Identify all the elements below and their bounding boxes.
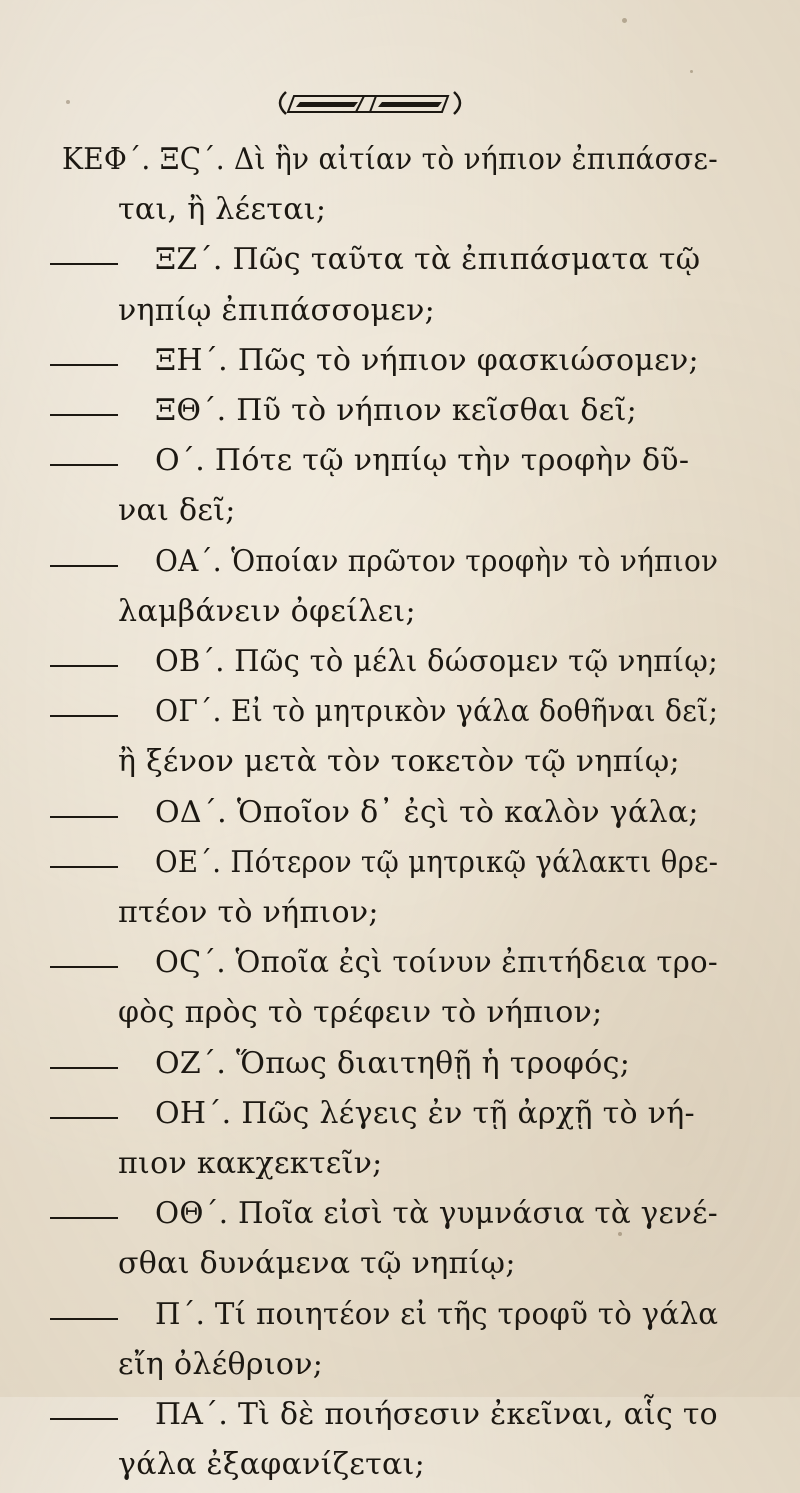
toc-line bbox=[0, 785, 800, 841]
toc-line bbox=[0, 1287, 800, 1343]
toc-line bbox=[0, 433, 800, 489]
toc-line bbox=[0, 283, 800, 339]
toc-entry-text: ΟΒ΄. Πῶς τὸ μέλι δώσομεν τῷ νηπίῳ; bbox=[155, 644, 719, 679]
toc-line bbox=[0, 534, 800, 590]
em-dash-rule bbox=[50, 1117, 118, 1119]
toc-entry-text: ΟϚ΄. Ὁποῖα ἐςὶ τοίνυν ἐπιτήδεια τρο- bbox=[155, 945, 718, 980]
toc-entry-text: σθαι δυνάμενα τῷ νηπίῳ; bbox=[118, 1246, 516, 1281]
toc-entry-text: Ο΄. Πότε τῷ νηπίῳ τὴν τροφὴν δῦ- bbox=[155, 443, 690, 478]
toc-entry-text: ΟΑ΄. Ὁποίαν πρῶτον τροφὴν τὸ νήπιον bbox=[155, 544, 719, 579]
toc-line bbox=[0, 584, 800, 640]
em-dash-rule bbox=[50, 364, 118, 366]
toc-entry-text: ΠΑ΄. Τὶ δὲ ποιήσεσιν ἐκεῖναι, αἷς το bbox=[155, 1397, 718, 1432]
toc-entry-text: ΟΗ΄. Πῶς λέγεις ἐν τῇ ἀρχῇ τὸ νή- bbox=[155, 1096, 695, 1131]
toc-entry-text: ται, ἢ λέεται; bbox=[118, 192, 327, 227]
toc-entry-text: νηπίῳ ἐπιπάσσομεν; bbox=[118, 293, 436, 328]
toc-line bbox=[0, 734, 800, 790]
em-dash-rule bbox=[50, 665, 118, 667]
toc-entry-text: ΞΖ΄. Πῶς ταῦτα τὰ ἐπιπάσματα τῷ bbox=[155, 242, 701, 277]
em-dash-rule bbox=[50, 816, 118, 818]
toc-line bbox=[0, 1136, 800, 1192]
toc-entry-text: ΟΘ΄. Ποῖα εἰσὶ τὰ γυμνάσια τὰ γενέ- bbox=[155, 1196, 718, 1231]
em-dash-rule bbox=[50, 866, 118, 868]
toc-line bbox=[0, 1437, 800, 1493]
toc-line bbox=[0, 132, 800, 188]
toc-line bbox=[0, 1337, 800, 1393]
em-dash-rule bbox=[50, 263, 118, 265]
em-dash-rule bbox=[50, 715, 118, 717]
toc-line bbox=[0, 232, 800, 288]
toc-entry-text: ΚΕΦ΄. ΞϚ΄. Δὶ ἣν αἰτίαν τὸ νήπιον ἐπιπάσσε- bbox=[62, 142, 718, 177]
toc-entry-text: φὸς πρὸς τὸ τρέφειν τὸ νήπιον; bbox=[118, 995, 603, 1030]
toc-entry-text: Π΄. Τί ποιητέον εἰ τῆς τροφῦ τὸ γάλα bbox=[155, 1297, 719, 1332]
em-dash-rule bbox=[50, 1217, 118, 1219]
toc-line bbox=[0, 835, 800, 891]
toc-entry-text: εἴη ὀλέθριον; bbox=[118, 1347, 324, 1382]
toc-line bbox=[0, 333, 800, 389]
paper-speck bbox=[690, 70, 693, 73]
paper-speck bbox=[66, 100, 70, 104]
em-dash-rule bbox=[50, 1067, 118, 1069]
em-dash-rule bbox=[50, 1318, 118, 1320]
em-dash-rule bbox=[50, 966, 118, 968]
toc-line bbox=[0, 1036, 800, 1092]
paper-speck bbox=[622, 18, 627, 23]
toc-line bbox=[0, 383, 800, 439]
toc-entry-text: ναι δεῖ; bbox=[118, 493, 236, 528]
toc-entry-text: ΞΘ΄. Πῦ τὸ νήπιον κεῖσθαι δεῖ; bbox=[155, 393, 638, 428]
toc-entry-text: ΟΕ΄. Πότερον τῷ μητρικῷ γάλακτι θρε- bbox=[155, 845, 719, 880]
toc-line bbox=[0, 634, 800, 690]
toc-entry-text: ἢ ξένον μετὰ τὸν τοκετὸν τῷ νηπίῳ; bbox=[118, 744, 680, 779]
toc-line bbox=[0, 885, 800, 941]
toc-line bbox=[0, 1236, 800, 1292]
toc-line bbox=[0, 1387, 800, 1443]
ornament-rule-icon bbox=[272, 82, 468, 124]
toc-line bbox=[0, 483, 800, 539]
em-dash-rule bbox=[50, 464, 118, 466]
toc-entry-text: γάλα ἐξαφανίζεται; bbox=[118, 1447, 426, 1482]
toc-line bbox=[0, 684, 800, 740]
em-dash-rule bbox=[50, 414, 118, 416]
toc-line bbox=[0, 985, 800, 1041]
toc-line bbox=[0, 1186, 800, 1242]
toc-entry-text: ΟΔ΄. Ὁποῖον δ᾽ ἐςὶ τὸ καλὸν γάλα; bbox=[155, 795, 699, 830]
em-dash-rule bbox=[50, 565, 118, 567]
toc-entry-text: πιον κακχεκτεῖν; bbox=[118, 1146, 383, 1181]
toc-entry-text: λαμβάνειν ὀφείλει; bbox=[118, 594, 416, 629]
toc-entry-text: πτέον τὸ νήπιον; bbox=[118, 895, 379, 930]
toc-line bbox=[0, 1086, 800, 1142]
em-dash-rule bbox=[50, 1418, 118, 1420]
toc-entry-text: ΞΗ΄. Πῶς τὸ νήπιον φασκιώσομεν; bbox=[155, 343, 699, 378]
toc-entry-text: ΟΓ΄. Εἰ τὸ μητρικὸν γάλα δοθῆναι δεῖ; bbox=[155, 694, 719, 729]
paper-speck bbox=[618, 1232, 622, 1236]
toc-line bbox=[0, 182, 800, 238]
toc-entry-text: ΟΖ΄. Ὅπως διαιτηθῇ ἡ τροφός; bbox=[155, 1046, 631, 1081]
toc-line bbox=[0, 935, 800, 991]
